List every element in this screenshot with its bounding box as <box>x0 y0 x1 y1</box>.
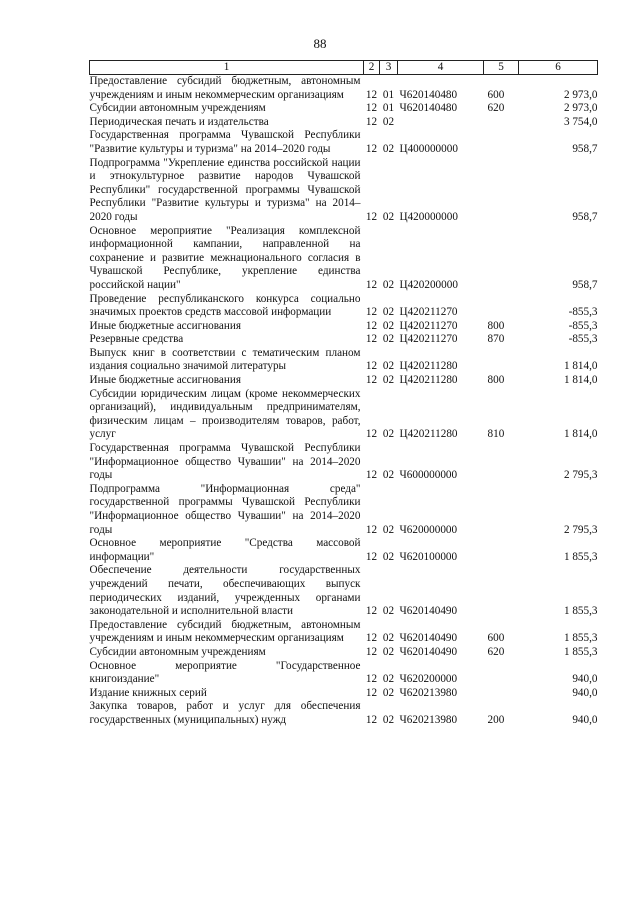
row-name-cell: Выпуск книг в соответствии с тематическим планом издания социально значимой литературы <box>89 346 361 373</box>
target-article-cell: Ц420211280 <box>399 360 458 373</box>
target-article-cell: Ч620140490 <box>399 605 458 618</box>
amount-cell: 2 795,3 <box>563 469 598 482</box>
row-name-cell: Обеспечение деятельности государственных учреждений печати, обеспечивающих выпуск периодических изданий, учрежденных органами законодательной и исполнительной власти <box>89 564 361 618</box>
subsection-code-cell: 02 <box>382 306 395 319</box>
amount-cell: 2 973,0 <box>563 88 598 101</box>
subsection-code-cell: 02 <box>382 142 395 155</box>
subsection-code-cell: 02 <box>382 210 395 223</box>
section-code-cell: 12 <box>365 673 378 686</box>
amount-cell: 940,0 <box>572 713 598 726</box>
section-code-cell: 12 <box>365 210 378 223</box>
table-body <box>90 75 598 728</box>
amount-cell: 2 795,3 <box>563 523 598 536</box>
amount-cell: 940,0 <box>572 673 598 686</box>
subsection-code-cell: 02 <box>382 333 395 346</box>
section-code-cell: 12 <box>365 142 378 155</box>
amount-cell: 1 855,3 <box>563 550 598 563</box>
amount-cell: 958,7 <box>572 142 598 155</box>
amount-cell: 958,7 <box>572 278 598 291</box>
expense-type-cell: 620 <box>487 102 505 115</box>
row-name-cell: Государственная программа Чувашской Республики "Информационное общество Чувашии" на 2014–2020 годы <box>89 442 361 482</box>
expense-type-cell: 870 <box>487 333 505 346</box>
table-row <box>90 483 598 537</box>
target-article-cell: Ц420211280 <box>399 374 458 387</box>
amount-cell: -855,3 <box>568 319 598 332</box>
table-row <box>90 157 598 225</box>
column-header: 4 <box>398 61 484 75</box>
column-header: 3 <box>380 61 398 75</box>
subsection-code-cell: 02 <box>382 523 395 536</box>
row-name-cell: Иные бюджетные ассигнования <box>89 374 241 387</box>
subsection-code-cell: 02 <box>382 686 395 699</box>
target-article-cell: Ц400000000 <box>399 142 458 155</box>
expense-type-cell: 620 <box>487 645 505 658</box>
column-header: 5 <box>484 61 519 75</box>
expense-type-cell <box>484 442 519 483</box>
row-name-cell: Основное мероприятие "Реализация комплексной информационной кампании, направленной на сохранение и развитие межнационального согласия в Чувашской Республике, укрепление единства российской нации" <box>89 224 361 291</box>
section-code-cell: 12 <box>365 550 378 563</box>
section-code-cell: 12 <box>365 523 378 536</box>
table-row <box>90 293 598 320</box>
target-article-cell: Ц420000000 <box>399 210 458 223</box>
expense-type-cell <box>484 225 519 293</box>
expense-type-cell: 800 <box>487 319 505 332</box>
table-row <box>90 619 598 646</box>
amount-cell: 1 855,3 <box>563 632 598 645</box>
target-article-cell: Ч600000000 <box>399 469 458 482</box>
table-row <box>90 116 598 130</box>
target-article-cell: Ч620140480 <box>399 88 458 101</box>
section-code-cell: 12 <box>365 88 378 101</box>
table-header-row <box>90 61 598 75</box>
table-row <box>90 75 598 103</box>
expense-type-cell: 600 <box>487 632 505 645</box>
target-article-cell: Ц420211270 <box>399 306 458 319</box>
table-row <box>90 388 598 442</box>
target-article-cell: Ц420211270 <box>399 333 458 346</box>
table-row <box>90 564 598 618</box>
table-row <box>90 102 598 116</box>
subsection-code-cell: 02 <box>382 360 395 373</box>
table-row <box>90 537 598 564</box>
section-code-cell: 12 <box>365 319 378 332</box>
expense-type-cell <box>484 483 519 537</box>
subsection-code-cell: 02 <box>382 278 395 291</box>
expense-type-cell <box>484 157 519 225</box>
subsection-code-cell: 02 <box>382 632 395 645</box>
budget-table <box>89 60 598 728</box>
section-code-cell: 12 <box>365 333 378 346</box>
amount-cell: -855,3 <box>568 333 598 346</box>
subsection-code-cell: 02 <box>382 645 395 658</box>
section-code-cell: 12 <box>365 278 378 291</box>
section-code-cell: 12 <box>365 428 378 441</box>
table-row <box>90 347 598 374</box>
expense-type-cell <box>484 129 519 156</box>
target-article-cell: Ч620100000 <box>399 550 458 563</box>
column-header: 1 <box>90 61 364 75</box>
table-row <box>90 660 598 687</box>
amount-cell: 958,7 <box>572 210 598 223</box>
table-row <box>90 225 598 293</box>
section-code-cell: 12 <box>365 374 378 387</box>
column-header: 2 <box>364 61 380 75</box>
subsection-code-cell: 02 <box>382 374 395 387</box>
expense-type-cell: 200 <box>487 713 505 726</box>
target-article-cell: Ц420211280 <box>399 428 458 441</box>
subsection-code-cell: 02 <box>382 115 395 128</box>
target-article-cell: Ц420200000 <box>399 278 458 291</box>
row-name-cell: Резервные средства <box>89 333 184 346</box>
expense-type-cell: 800 <box>487 374 505 387</box>
subsection-code-cell: 01 <box>382 102 395 115</box>
amount-cell: -855,3 <box>568 306 598 319</box>
table-row <box>90 646 598 660</box>
row-name-cell: Проведение республиканского конкурса социально значимых проектов средств массовой информации <box>89 292 361 319</box>
target-article-cell: Ч620000000 <box>399 523 458 536</box>
table-row <box>90 333 598 347</box>
row-name-cell: Подпрограмма "Укрепление единства российской нации и этнокультурное развитие народов Чувашской Республики" государственной программы Чувашской Республики "Развитие культуры и туризма" на 2014–2020 годы <box>89 156 361 223</box>
amount-cell: 1 855,3 <box>563 645 598 658</box>
target-article-cell: Ч620213980 <box>399 713 458 726</box>
amount-cell: 1 814,0 <box>563 374 598 387</box>
subsection-code-cell: 02 <box>382 319 395 332</box>
expense-type-cell <box>484 537 519 564</box>
section-code-cell: 12 <box>365 360 378 373</box>
table-row <box>90 129 598 156</box>
row-name-cell: Иные бюджетные ассигнования <box>89 319 241 332</box>
section-code-cell: 12 <box>365 645 378 658</box>
row-name-cell: Субсидии автономным учреждениям <box>89 645 266 658</box>
amount-cell: 1 814,0 <box>563 428 598 441</box>
page-number: 88 <box>313 36 327 51</box>
row-name-cell: Издание книжных серий <box>89 686 207 699</box>
table-row <box>90 320 598 334</box>
target-article-cell: Ч620213980 <box>399 686 458 699</box>
subsection-code-cell: 02 <box>382 605 395 618</box>
amount-cell: 1 855,3 <box>563 605 598 618</box>
row-name-cell: Подпрограмма "Информационная среда" государственной программы Чувашской Республики "Информационное общество Чувашии" на 2014–2020 годы <box>89 482 361 536</box>
section-code-cell: 12 <box>365 115 378 128</box>
row-name-cell: Субсидии юридическим лицам (кроме некоммерческих организаций), индивидуальным предпринимателям, физическим лицам – производителям товаров, работ, услуг <box>89 387 361 441</box>
target-article-cell: Ц420211270 <box>399 319 458 332</box>
expense-type-cell <box>484 293 519 320</box>
section-code-cell: 12 <box>365 686 378 699</box>
row-name-cell: Закупка товаров, работ и услуг для обеспечения государственных (муниципальных) нужд <box>89 700 361 726</box>
section-code-cell: 12 <box>365 102 378 115</box>
expense-type-cell <box>484 660 519 687</box>
amount-cell: 2 973,0 <box>563 102 598 115</box>
table-row <box>90 374 598 388</box>
section-code-cell: 12 <box>365 632 378 645</box>
subsection-code-cell: 02 <box>382 550 395 563</box>
expense-type-cell <box>484 564 519 618</box>
subsection-code-cell: 02 <box>382 673 395 686</box>
expense-type-cell: 810 <box>487 428 505 441</box>
row-name-cell: Государственная программа Чувашской Республики "Развитие культуры и туризма" на 2014–2020 годы <box>89 129 361 155</box>
column-header: 6 <box>519 61 598 75</box>
target-article-cell <box>398 116 484 130</box>
row-name-cell: Основное мероприятие "Средства массовой информации" <box>89 537 361 563</box>
section-code-cell: 12 <box>365 306 378 319</box>
row-name-cell: Предоставление субсидий бюджетным, автономным учреждениям и иным некоммерческим организациям <box>89 618 361 645</box>
table-row <box>90 687 598 701</box>
subsection-code-cell: 02 <box>382 713 395 726</box>
expense-type-cell <box>484 347 519 374</box>
table-row <box>90 442 598 483</box>
amount-cell: 1 814,0 <box>563 360 598 373</box>
row-name-cell: Периодическая печать и издательства <box>89 115 269 128</box>
row-name-cell: Основное мероприятие "Государственное книгоиздание" <box>89 659 361 686</box>
target-article-cell: Ч620140480 <box>399 102 458 115</box>
row-name-cell: Субсидии автономным учреждениям <box>89 102 266 115</box>
amount-cell: 3 754,0 <box>563 115 598 128</box>
target-article-cell: Ч620200000 <box>399 673 458 686</box>
section-code-cell: 12 <box>365 605 378 618</box>
section-code-cell: 12 <box>365 469 378 482</box>
subsection-code-cell: 02 <box>382 428 395 441</box>
subsection-code-cell: 02 <box>382 469 395 482</box>
expense-type-cell <box>484 116 519 130</box>
expense-type-cell: 600 <box>487 88 505 101</box>
row-name-cell: Предоставление субсидий бюджетным, автономным учреждениям и иным некоммерческим организациям <box>89 75 361 101</box>
subsection-code-cell: 01 <box>382 88 395 101</box>
target-article-cell: Ч620140490 <box>399 632 458 645</box>
target-article-cell: Ч620140490 <box>399 645 458 658</box>
expense-type-cell <box>484 687 519 701</box>
amount-cell: 940,0 <box>572 686 598 699</box>
section-code-cell: 12 <box>365 713 378 726</box>
table-row <box>90 700 598 727</box>
